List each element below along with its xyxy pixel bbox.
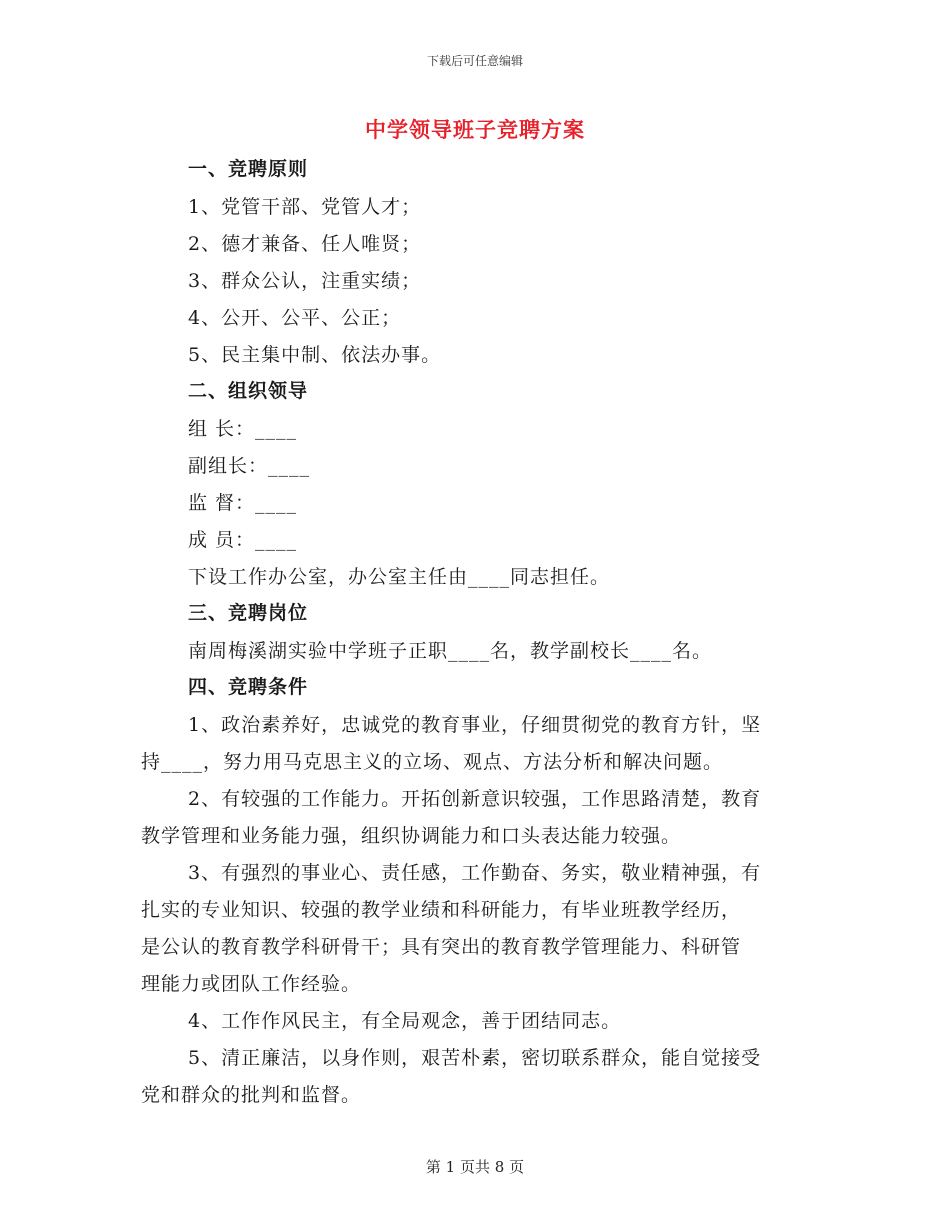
section-heading-organization: 二、组织领导 xyxy=(188,380,309,402)
paragraph: 南周梅溪湖实验中学班子正职____名，教学副校长____名。 xyxy=(188,640,713,662)
paragraph-line: 1、政治素养好，忠诚党的教育事业，仔细贯彻党的教育方针，坚 xyxy=(188,714,762,736)
list-item: 下设工作办公室，办公室主任由____同志担任。 xyxy=(188,566,611,588)
paragraph-line: 教学管理和业务能力强，组织协调能力和口头表达能力较强。 xyxy=(141,825,682,847)
section-heading-conditions: 四、竞聘条件 xyxy=(188,676,309,698)
paragraph-line: 3、有强烈的事业心、责任感，工作勤奋、务实，敬业精神强，有 xyxy=(188,862,762,884)
list-item: 成 员：____ xyxy=(188,529,298,551)
paragraph-line: 党和群众的批判和监督。 xyxy=(141,1084,362,1106)
paragraph-line: 持____，努力用马克思主义的立场、观点、方法分析和解决问题。 xyxy=(141,751,724,773)
list-item: 副组长：____ xyxy=(188,455,311,477)
list-item: 1、党管干部、党管人才； xyxy=(188,196,422,218)
document-title: 中学领导班子竞聘方案 xyxy=(365,117,585,142)
list-item: 4、公开、公平、公正； xyxy=(188,307,402,329)
paragraph-line: 5、清正廉洁，以身作则，艰苦朴素，密切联系群众，能自觉接受 xyxy=(188,1047,762,1069)
paragraph-line: 扎实的专业知识、较强的教学业绩和科研能力，有毕业班教学经历， xyxy=(141,899,742,921)
list-item: 组 长：____ xyxy=(188,418,298,440)
paragraph-line: 理能力或团队工作经验。 xyxy=(141,973,362,995)
paragraph-line: 4、工作作风民主，有全局观念，善于团结同志。 xyxy=(188,1010,622,1032)
section-heading-positions: 三、竞聘岗位 xyxy=(188,602,309,624)
list-item: 3、群众公认，注重实绩； xyxy=(188,270,422,292)
list-item: 5、民主集中制、依法办事。 xyxy=(188,344,442,366)
paragraph-line: 是公认的教育教学科研骨干；具有突出的教育教学管理能力、科研管 xyxy=(141,936,742,958)
page-header-note: 下载后可任意编辑 xyxy=(426,54,523,68)
section-heading-principles: 一、竞聘原则 xyxy=(188,158,309,180)
list-item: 2、德才兼备、任人唯贤； xyxy=(188,233,422,255)
page-number: 第 1 页共 8 页 xyxy=(425,1158,525,1176)
list-item: 监 督：____ xyxy=(188,492,298,514)
paragraph-line: 2、有较强的工作能力。开拓创新意识较强，工作思路清楚，教育 xyxy=(188,788,762,810)
